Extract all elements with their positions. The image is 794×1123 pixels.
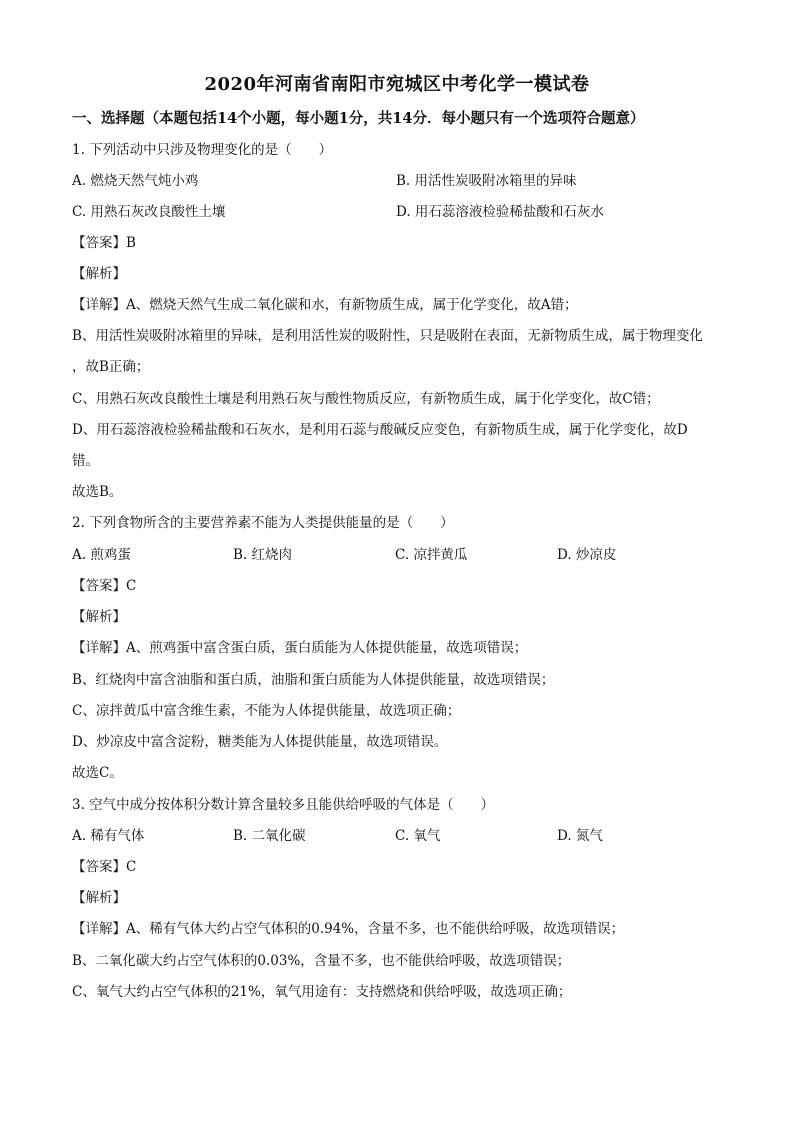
question-3-detail-b: B、二氧化碳大约占空气体积的0.03%，含量不多，也不能供给呼吸，故选项错误； <box>72 953 571 969</box>
question-3-option-c: C. 氧气 <box>395 828 441 844</box>
question-1-option-b: B. 用活性炭吸附冰箱里的异味 <box>396 173 577 189</box>
question-3-analysis-label: 【解析】 <box>72 890 126 906</box>
question-2-option-a: A. 煎鸡蛋 <box>72 547 131 563</box>
question-3-option-d: D. 氮气 <box>557 828 603 844</box>
question-3-detail-c: C、氧气大约占空气体积的21%，氧气用途有：支持燃烧和供给呼吸，故选项正确； <box>72 984 572 1000</box>
question-1-option-d: D. 用石蕊溶液检验稀盐酸和石灰水 <box>396 204 604 220</box>
question-1-option-c: C. 用熟石灰改良酸性土壤 <box>72 204 226 220</box>
question-3-option-a: A. 稀有气体 <box>72 828 145 844</box>
question-1-option-a: A. 燃烧天然气炖小鸡 <box>72 173 199 189</box>
page-title: 2020年河南省南阳市宛城区中考化学一模试卷 <box>204 74 590 95</box>
question-3-option-b: B. 二氧化碳 <box>233 828 306 844</box>
question-1-detail-d-line2: 错。 <box>72 453 99 469</box>
question-1-answer: 【答案】B <box>72 235 136 251</box>
question-1-detail-b-line2: ，故B正确； <box>72 359 150 375</box>
question-2-detail-c: C、凉拌黄瓜中富含维生素，不能为人体提供能量，故选项正确； <box>72 703 461 719</box>
question-1-analysis-label: 【解析】 <box>72 266 126 282</box>
question-2-conclusion: 故选C。 <box>72 765 123 781</box>
question-2-analysis-label: 【解析】 <box>72 609 126 625</box>
question-2-answer: 【答案】C <box>72 578 137 594</box>
question-1-detail-a: 【详解】A、燃烧天然气生成二氧化碳和水，有新物质生成，属于化学变化，故A错； <box>72 297 578 313</box>
question-3-detail-a: 【详解】A、稀有气体大约占空气体积的0.94%，含量不多，也不能供给呼吸，故选项错误； <box>72 921 625 937</box>
section-heading: 一、选择题（本题包括14个小题，每小题1分，共14分．每小题只有一个选项符合题意） <box>72 110 645 127</box>
question-2-stem: 2. 下列食物所含的主要营养素不能为人类提供能量的是（ ） <box>72 515 454 531</box>
question-3-answer: 【答案】C <box>72 859 137 875</box>
question-1-detail-d-line1: D、用石蕊溶液检验稀盐酸和石灰水，是利用石蕊与酸碱反应变色，有新物质生成，属于化学变化，故D <box>72 422 688 438</box>
question-2-option-c: C. 凉拌黄瓜 <box>395 547 468 563</box>
question-1-conclusion: 故选B。 <box>72 484 123 500</box>
question-2-option-b: B. 红烧肉 <box>233 547 293 563</box>
question-2-detail-b: B、红烧肉中富含油脂和蛋白质，油脂和蛋白质能为人体提供能量，故选项错误； <box>72 672 555 688</box>
question-2-detail-a: 【详解】A、煎鸡蛋中富含蛋白质，蛋白质能为人体提供能量，故选项错误； <box>72 640 528 656</box>
question-1-stem: 1. 下列活动中只涉及物理变化的是（ ） <box>72 142 333 158</box>
question-1-detail-b-line1: B、用活性炭吸附冰箱里的异味，是利用活性炭的吸附性，只是吸附在表面，无新物质生成，属于物理变化 <box>72 328 703 344</box>
question-1-detail-c: C、用熟石灰改良酸性土壤是利用熟石灰与酸性物质反应，有新物质生成，属于化学变化，故C错； <box>72 391 660 407</box>
question-3-stem: 3. 空气中成分按体积分数计算含量较多且能供给呼吸的气体是（ ） <box>72 797 495 813</box>
question-2-option-d: D. 炒凉皮 <box>557 547 617 563</box>
question-2-detail-d: D、炒凉皮中富含淀粉，糖类能为人体提供能量，故选项错误。 <box>72 734 448 750</box>
